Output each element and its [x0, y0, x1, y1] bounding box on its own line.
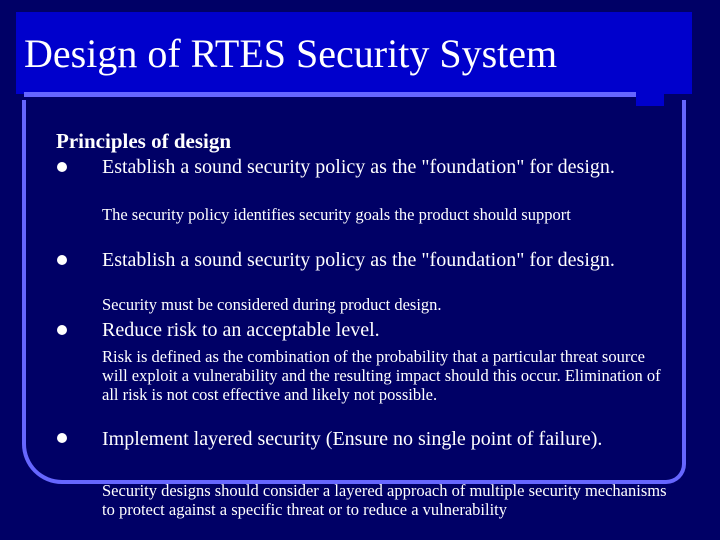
bullet-icon	[57, 162, 67, 172]
section-heading: Principles of design	[56, 129, 232, 153]
bullet-detail-1: The security policy identifies security goals the product should support	[102, 205, 571, 224]
bullet-icon	[57, 325, 67, 335]
bullet-detail-4: Security designs should consider a layered approach of multiple security mechanisms to protect against a specific threat or to reduce a vulnerability	[102, 481, 667, 519]
bullet-icon	[57, 433, 67, 443]
bullet-point-3: Reduce risk to an acceptable level.	[102, 319, 380, 341]
bullet-detail-2: Security must be considered during product design.	[102, 295, 442, 314]
bullet-point-2: Establish a sound security policy as the "foundation" for design.	[102, 249, 615, 271]
page-title: Design of RTES Security System	[24, 31, 558, 76]
bullet-point-4: Implement layered security (Ensure no single point of failure).	[102, 428, 603, 450]
bullet-icon	[57, 255, 67, 265]
bullet-detail-3: Risk is defined as the combination of the probability that a particular threat source will exploit a vulnerability and the resulting impact should this occur. Elimination of all risk is not cost effective and likely not possible.	[102, 347, 661, 404]
bullet-point-1: Establish a sound security policy as the "foundation" for design.	[102, 156, 615, 178]
